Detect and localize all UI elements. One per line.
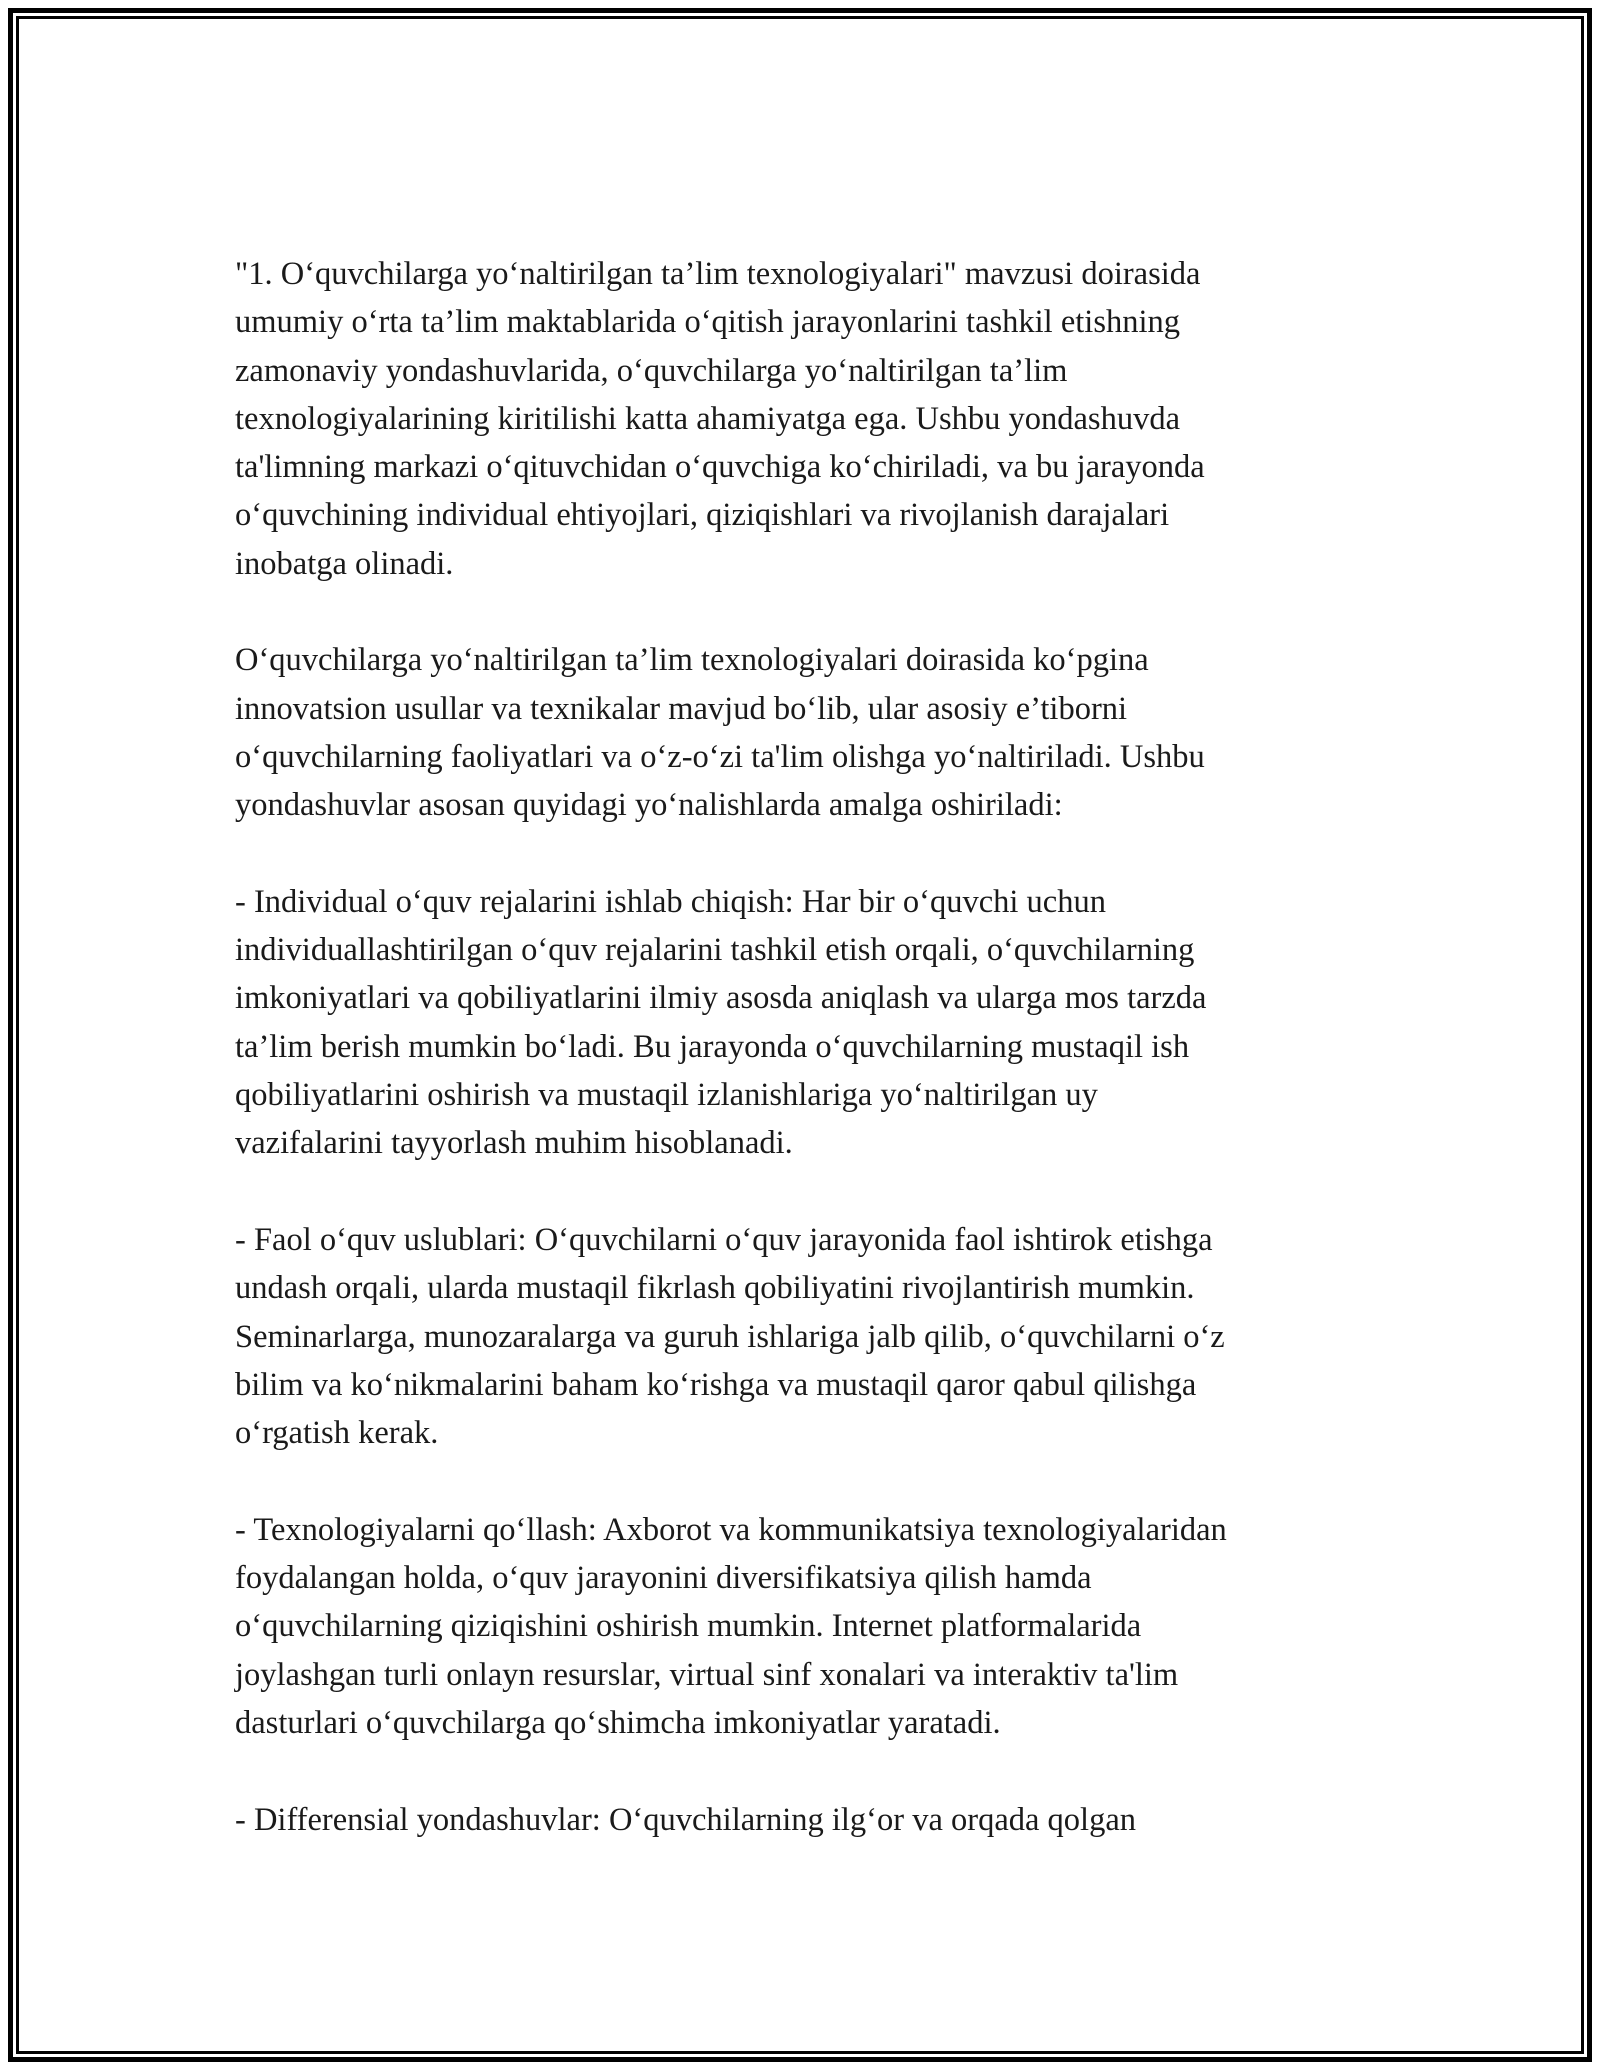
paragraph-intro: "1. O‘quvchilarga yo‘naltirilgan ta’lim texnologiyalari" mavzusi doirasida umumiy o‘rta ta’lim maktablarida o‘qitish jarayonlarini tashkil etishning zamonaviy yondashuvlarida, o‘quvchilarga yo‘naltirilgan ta’lim texnologiyalarining kiritilishi katta ahamiyatga ega. Ushbu yondashuvda ta'limning markazi o‘qituvchidan o‘quvchiga ko‘chiriladi, va bu jarayonda o‘quvchining individual ehtiyojlari, qiziqishlari va rivojlanish darajalari inobatga olinadi. (235, 256, 1205, 582)
paragraph-overview: O‘quvchilarga yo‘naltirilgan ta’lim texnologiyalari doirasida ko‘pgina innovatsion usullar va texnikalar mavjud bo‘lib, ular asosiy e’tiborni o‘quvchilarning faoliyatlari va o‘z-o‘zi ta'lim olishga yo‘naltiriladi. Ushbu yondashuvlar asosan quyidagi yo‘nalishlarda amalga oshiriladi: (235, 642, 1205, 824)
document-body (235, 250, 1385, 1892)
list-item-individual-plans: - Individual o‘quv rejalarini ishlab chiqish: Har bir o‘quvchi uchun individuallashtirilgan o‘quv rejalarini tashkil etish orqali, o‘quvchilarning imkoniyatlari va qobiliyatlarini ilmiy asosda aniqlash va ularga mos tarzda ta’lim berish mumkin bo‘ladi. Bu jarayonda o‘quvchilarning mustaqil ish qobiliyatlarini oshirish va mustaqil izlanishlariga yo‘naltirilgan uy vazifalarini tayyorlash muhim hisoblanadi. (235, 883, 1207, 1162)
list-item-differential: - Differensial yondashuvlar: O‘quvchilarning ilg‘or va orqada qolgan (235, 1801, 1137, 1838)
list-item-active-methods: - Faol o‘quv uslublari: O‘quvchilarni o‘quv jarayonida faol ishtirok etishga undash orqali, ularda mustaqil fikrlash qobiliyatini rivojlantirish mumkin. Seminarlarga, munozaralarga va guruh ishlariga jalb qilib, o‘quvchilarni o‘z bilim va ko‘nikmalarini baham ko‘rishga va mustaqil qaror qabul qilishga o‘rgatish kerak. (235, 1221, 1225, 1452)
list-item-technologies: - Texnologiyalarni qo‘llash: Axborot va kommunikatsiya texnologiyalaridan foydalangan holda, o‘quv jarayonini diversifikatsiya qilish hamda o‘quvchilarning qiziqishini oshirish mumkin. Internet platformalarida joylashgan turli onlayn resurslar, virtual sinf xonalari va interaktiv ta'lim dasturlari o‘quvchilarga qo‘shimcha imkoniyatlar yaratadi. (235, 1511, 1227, 1741)
